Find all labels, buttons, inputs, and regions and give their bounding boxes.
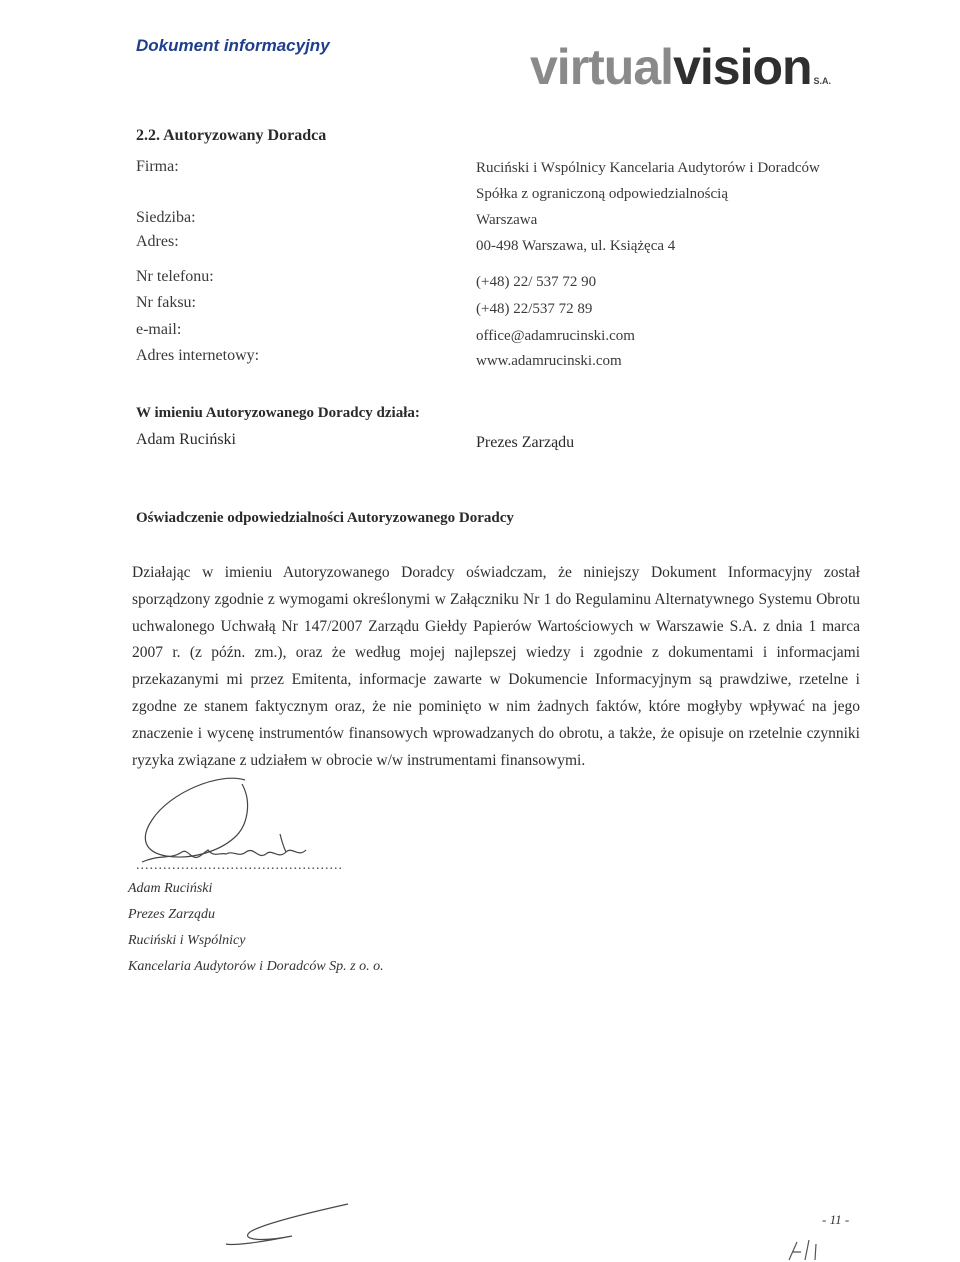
company-logo bbox=[530, 38, 831, 96]
value-firma-line1: Ruciński i Wspólnicy Kancelaria Audytorów i Doradców bbox=[476, 160, 820, 176]
value-siedziba: Warszawa bbox=[476, 212, 538, 228]
value-firma-line2: Spółka z ograniczoną odpowiedzialnością bbox=[476, 186, 728, 202]
value-adres: 00-498 Warszawa, ul. Książęca 4 bbox=[476, 238, 676, 254]
handwritten-signature bbox=[130, 772, 330, 872]
signature-company: Ruciński i Wspólnicy bbox=[128, 933, 246, 948]
label-adres: Adres: bbox=[136, 233, 179, 250]
statement-heading: Oświadczenie odpowiedzialności Autoryzowanego Doradcy bbox=[136, 510, 514, 526]
initials-paraph bbox=[222, 1200, 352, 1250]
representative-name: Adam Ruciński bbox=[136, 431, 236, 448]
value-faks: (+48) 22/537 72 89 bbox=[476, 301, 593, 317]
label-firma: Firma: bbox=[136, 158, 179, 175]
statement-body: Działając w imieniu Autoryzowanego Doradcy oświadczam, że niniejszy Dokument Informacyjny został sporządzony zgodnie z wymogami określonymi w Załączniku Nr 1 do Regulaminu Alternatywnego Systemu Obrotu uchwalonego Uchwałą Nr 147/2007 Zarządu Giełdy Papierów Wartościowych w Warszawie S.A. z dnia 1 marca 2007 r. (z późn. zm.), oraz że według mojej najlepszej wiedzy i zgodnie z dokumentami i informacjami przekazanymi mi przez Emitenta, informacje zawarte w Dokumencie Informacyjnym są prawdziwe, rzetelne i zgodne ze stanem faktycznym oraz, że nie pominięto w nim żadnych faktów, które mogłyby wpływać na jego znaczenie i wycenę instrumentów finansowych wprowadzanych do obrotu, a także, że opisuje on rzetelnie czynniki ryzyka związane z udziałem w obrocie w/w instrumentami finansowymi. bbox=[132, 564, 860, 769]
value-www: www.adamrucinski.com bbox=[476, 353, 622, 369]
signature-dotted-line: .............................................. bbox=[136, 858, 343, 873]
label-telefon: Nr telefonu: bbox=[136, 268, 214, 285]
label-email: e-mail: bbox=[136, 321, 182, 338]
representative-heading: W imieniu Autoryzowanego Doradcy działa: bbox=[136, 405, 420, 421]
value-telefon: (+48) 22/ 537 72 90 bbox=[476, 274, 597, 290]
representative-role: Prezes Zarządu bbox=[476, 434, 575, 451]
page-number: - 11 - bbox=[822, 1212, 850, 1227]
logo-part-virtual: virtual bbox=[530, 39, 674, 95]
section-title: 2.2. Autoryzowany Doradca bbox=[136, 127, 327, 144]
value-email: office@adamrucinski.com bbox=[476, 328, 635, 344]
label-faks: Nr faksu: bbox=[136, 294, 196, 311]
label-siedziba: Siedziba: bbox=[136, 209, 196, 226]
signature-role: Prezes Zarządu bbox=[128, 907, 215, 922]
handwritten-initials-mark bbox=[783, 1238, 823, 1262]
signature-company-full: Kancelaria Audytorów i Doradców Sp. z o. o. bbox=[128, 959, 384, 974]
signature-name: Adam Ruciński bbox=[128, 881, 213, 896]
label-www: Adres internetowy: bbox=[136, 347, 260, 364]
document-label: Dokument informacyjny bbox=[136, 36, 330, 55]
logo-part-vision: vision bbox=[673, 39, 812, 95]
signature-block bbox=[128, 876, 384, 980]
logo-suffix: S.A. bbox=[813, 76, 832, 86]
